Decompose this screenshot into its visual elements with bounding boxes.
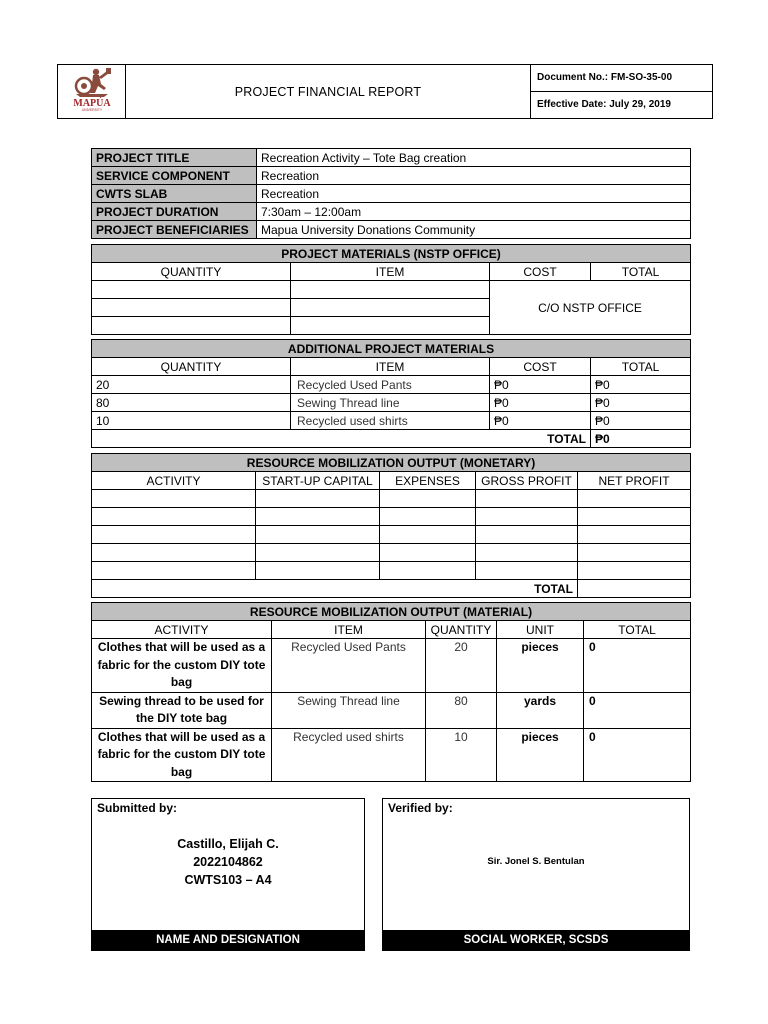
column-header-item: ITEM [291, 358, 490, 376]
section-title: RESOURCE MOBILIZATION OUTPUT (MONETARY) [92, 454, 691, 472]
quantity-cell: 80 [426, 692, 497, 728]
column-header-startup-capital: START-UP CAPITAL [256, 472, 380, 490]
quantity-cell [92, 281, 291, 299]
table-row [92, 394, 691, 412]
column-header-total: TOTAL [591, 263, 691, 281]
quantity-cell: 20 [426, 639, 497, 693]
section-title: ADDITIONAL PROJECT MATERIALS [92, 340, 691, 358]
project-title-value: Recreation Activity – Tote Bag creation [257, 149, 691, 167]
column-header-activity: ACTIVITY [92, 472, 256, 490]
column-header-gross-profit: GROSS PROFIT [476, 472, 578, 490]
total-cell: 0 [584, 728, 691, 782]
column-header-expenses: EXPENSES [380, 472, 476, 490]
empty-cell [380, 490, 476, 508]
column-header-row [92, 621, 691, 639]
cwts-slab-row [92, 185, 691, 203]
item-cell: Recycled used shirts [272, 728, 426, 782]
quantity-cell: 10 [92, 412, 291, 430]
table-row [92, 376, 691, 394]
column-header-total: TOTAL [584, 621, 691, 639]
effective-date: Effective Date: July 29, 2019 [531, 92, 713, 119]
column-header-row [92, 263, 691, 281]
name-designation-bar: NAME AND DESIGNATION [92, 930, 364, 950]
cost-cell: ₱0 [490, 412, 591, 430]
empty-cell [578, 562, 691, 580]
total-cell: 0 [584, 692, 691, 728]
activity-cell: Clothes that will be used as a fabric for the custom DIY tote bag [92, 639, 272, 693]
total-cell: ₱0 [591, 412, 691, 430]
total-row [92, 430, 691, 448]
empty-cell [380, 508, 476, 526]
section-title: PROJECT MATERIALS (NSTP OFFICE) [92, 245, 691, 263]
empty-cell [380, 544, 476, 562]
unit-cell: yards [497, 692, 584, 728]
table-row [92, 692, 691, 728]
project-beneficiaries-label: PROJECT BENEFICIARIES [92, 221, 257, 239]
total-value: ₱0 [591, 430, 691, 448]
column-header-item: ITEM [272, 621, 426, 639]
cost-cell: ₱0 [490, 376, 591, 394]
cwts-slab-value: Recreation [257, 185, 691, 203]
table-row [92, 639, 691, 693]
column-header-item: ITEM [291, 263, 490, 281]
empty-cell [476, 544, 578, 562]
project-duration-value: 7:30am – 12:00am [257, 203, 691, 221]
empty-cell [92, 508, 256, 526]
document-number: Document No.: FM-SO-35-00 [531, 65, 713, 92]
item-cell [291, 281, 490, 299]
empty-cell [476, 490, 578, 508]
submitter-section: CWTS103 – A4 [184, 873, 272, 887]
empty-cell [256, 490, 380, 508]
service-component-value: Recreation [257, 167, 691, 185]
project-title-label: PROJECT TITLE [92, 149, 257, 167]
logo-wordmark: MAPÚA [72, 97, 111, 109]
column-header-activity: ACTIVITY [92, 621, 272, 639]
column-header-net-profit: NET PROFIT [578, 472, 691, 490]
quantity-cell: 20 [92, 376, 291, 394]
empty-cell [380, 526, 476, 544]
mapua-logo [62, 66, 122, 114]
project-duration-label: PROJECT DURATION [92, 203, 257, 221]
empty-cell [92, 526, 256, 544]
column-header-row [92, 472, 691, 490]
verifier-name: Sir. Jonel S. Bentulan [487, 856, 585, 867]
empty-cell [578, 490, 691, 508]
table-row [92, 526, 691, 544]
monetary-output-table [91, 453, 691, 598]
empty-cell [92, 562, 256, 580]
verifier-designation-bar: SOCIAL WORKER, SCSDS [383, 930, 689, 950]
project-beneficiaries-row [92, 221, 691, 239]
table-row [92, 544, 691, 562]
service-component-label: SERVICE COMPONENT [92, 167, 257, 185]
table-row [92, 562, 691, 580]
column-header-total: TOTAL [591, 358, 691, 376]
report-title: PROJECT FINANCIAL REPORT [126, 65, 531, 119]
total-row [92, 580, 691, 598]
column-header-quantity: QUANTITY [426, 621, 497, 639]
project-materials-table [91, 244, 691, 335]
item-cell [291, 299, 490, 317]
empty-cell [476, 526, 578, 544]
item-cell: Recycled used shirts [291, 412, 490, 430]
activity-cell: Sewing thread to be used for the DIY tote bag [92, 692, 272, 728]
total-value [578, 580, 691, 598]
submitter-name: Castillo, Elijah C. [177, 837, 279, 851]
cost-cell: ₱0 [490, 394, 591, 412]
column-header-cost: COST [490, 358, 591, 376]
table-row [92, 490, 691, 508]
item-cell: Recycled Used Pants [272, 639, 426, 693]
submitter-student-number: 2022104862 [193, 855, 263, 869]
quantity-cell: 10 [426, 728, 497, 782]
unit-cell: pieces [497, 639, 584, 693]
column-header-quantity: QUANTITY [92, 358, 291, 376]
verified-by-box [382, 798, 690, 951]
total-cell: ₱0 [591, 376, 691, 394]
column-header-row [92, 358, 691, 376]
total-cell: ₱0 [591, 394, 691, 412]
table-row [92, 728, 691, 782]
table-row [92, 412, 691, 430]
empty-cell [256, 562, 380, 580]
empty-cell [92, 544, 256, 562]
column-header-unit: UNIT [497, 621, 584, 639]
logo-cell [58, 65, 126, 119]
quantity-cell: 80 [92, 394, 291, 412]
cwts-slab-label: CWTS SLAB [92, 185, 257, 203]
empty-cell [380, 562, 476, 580]
section-title: RESOURCE MOBILIZATION OUTPUT (MATERIAL) [92, 603, 691, 621]
quantity-cell [92, 299, 291, 317]
empty-cell [256, 508, 380, 526]
submitted-by-label: Submitted by: [97, 801, 177, 815]
submitted-by-box [91, 798, 365, 951]
project-beneficiaries-value: Mapua University Donations Community [257, 221, 691, 239]
empty-cell [476, 562, 578, 580]
project-duration-row [92, 203, 691, 221]
logo-subtitle: UNIVERSITY [81, 107, 102, 112]
material-output-table [91, 602, 691, 782]
empty-cell [476, 508, 578, 526]
empty-cell [578, 544, 691, 562]
empty-cell [578, 526, 691, 544]
total-cell: 0 [584, 639, 691, 693]
project-info-table [91, 148, 691, 239]
submitter-details [92, 835, 364, 889]
total-label: TOTAL [92, 580, 578, 598]
empty-cell [578, 508, 691, 526]
verified-by-label: Verified by: [388, 801, 453, 815]
document-header [57, 64, 713, 119]
column-header-quantity: QUANTITY [92, 263, 291, 281]
unit-cell: pieces [497, 728, 584, 782]
project-title-row [92, 149, 691, 167]
nstp-office-note: C/O NSTP OFFICE [490, 281, 691, 335]
total-label: TOTAL [92, 430, 591, 448]
empty-cell [256, 526, 380, 544]
additional-materials-table [91, 339, 691, 448]
quantity-cell [92, 317, 291, 335]
activity-cell: Clothes that will be used as a fabric for the custom DIY tote bag [92, 728, 272, 782]
empty-cell [256, 544, 380, 562]
table-row [92, 281, 691, 299]
service-component-row [92, 167, 691, 185]
empty-cell [92, 490, 256, 508]
item-cell: Sewing Thread line [291, 394, 490, 412]
table-row [92, 508, 691, 526]
item-cell [291, 317, 490, 335]
column-header-cost: COST [490, 263, 591, 281]
item-cell: Recycled Used Pants [291, 376, 490, 394]
item-cell: Sewing Thread line [272, 692, 426, 728]
